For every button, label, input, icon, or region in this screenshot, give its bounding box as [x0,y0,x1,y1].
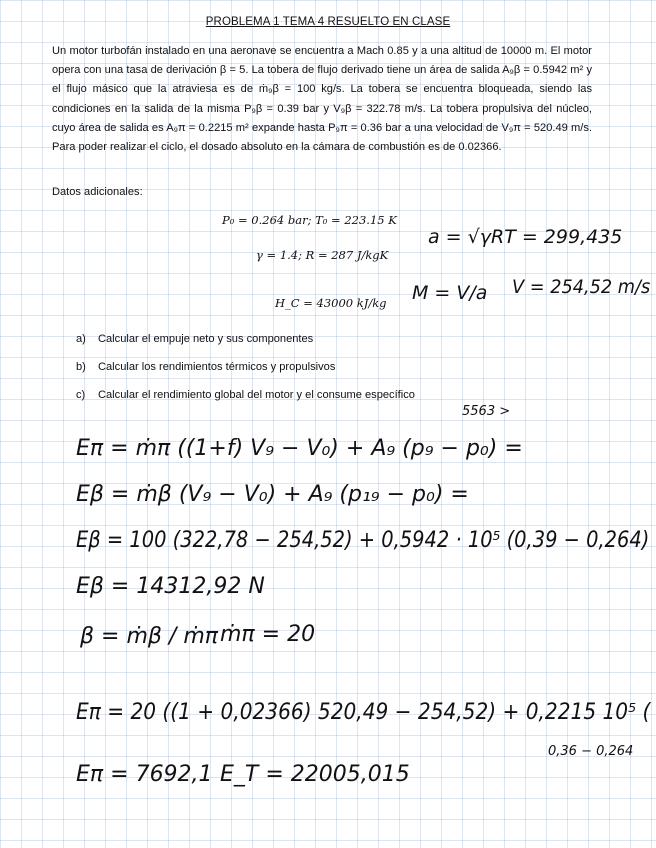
page-title: PROBLEMA 1 TEMA 4 RESUELTO EN CLASE [205,16,451,28]
handwritten-m-pi: ṁπ = 20 [220,622,316,647]
handwritten-line-6a: Eπ = 7692,1 [76,762,213,787]
question-c [76,389,415,401]
handwritten-line-6b: E_T = 22005,015 [220,762,410,787]
datos-label: Datos adicionales: [52,186,143,198]
question-label: b) [76,361,86,373]
handwritten-number: 5563 > [462,404,511,419]
question-label: a) [76,333,86,345]
question-label: c) [76,389,86,401]
equation-gamma-r: γ = 1.4; R = 287 J/kgK [256,248,389,262]
question-text: Calcular los rendimientos térmicos y propulsivos [98,361,336,373]
handwritten-beta-ratio: β = ṁβ / ṁπ [80,624,219,649]
statement-text: Un motor turbofán instalado en una aeronave se encuentra a Mach 0.85 y a una altitud de 10000 m. El motor opera con una tasa de derivación β = 5. La tobera de flujo derivado tiene un área de salida A₉β = 0.5942 m² y el flujo másico que la atraviesa es de ṁ₉β = 100 kg/s. La tobera se encuentra bloqueada, siendo las condiciones en la salida de la misma P₉β = 0.39 bar y V₉β = 322.78 m/s. La tobera propulsiva del núcleo, cuyo área de salida es A₉π = 0.2215 m² expande hasta P₉π = 0.36 bar a una velocidad de V₉π = 520.49 m/s. Para poder realizar el ciclo, el dosado absoluto en la cámara de combustión es de 0.02366. [52,45,592,154]
handwritten-line-2: Eβ = ṁβ (V₉ − V₀) + A₉ (p₁₉ − p₀) = [76,482,469,507]
handwritten-line-3: Eβ = 100 (322,78 − 254,52) + 0,5942 · 10⁵ (0,39 − 0,264) [76,528,650,553]
problem-statement [52,42,592,157]
handwritten-speed-of-sound: a = √γRT = 299,435 [428,226,623,248]
question-a [76,333,313,345]
equation-hc: H_C = 43000 kJ/kg [275,296,387,310]
handwritten-line-5: Eπ = 20 ((1 + 0,02366) 520,49 − 254,52) + 0,2215 10⁵ ( [76,700,651,725]
question-text: Calcular el empuje neto y sus componentes [98,333,314,345]
handwritten-velocity: V = 254,52 m/s [512,276,651,298]
handwritten-mach-formula: M = V/a [412,282,488,304]
question-b [76,361,335,373]
handwritten-line-4: Eβ = 14312,92 N [76,574,265,599]
equation-p0-t0: P₀ = 0.264 bar; T₀ = 223.15 K [222,213,397,227]
question-text: Calcular el rendimiento global del motor y el consume específico [98,389,415,401]
handwritten-line-1: Eπ = ṁπ ((1+f) V₉ − V₀) + A₉ (p₉ − p₀) = [76,436,523,461]
handwritten-line-5-tail: 0,36 − 0,264 [548,744,634,759]
